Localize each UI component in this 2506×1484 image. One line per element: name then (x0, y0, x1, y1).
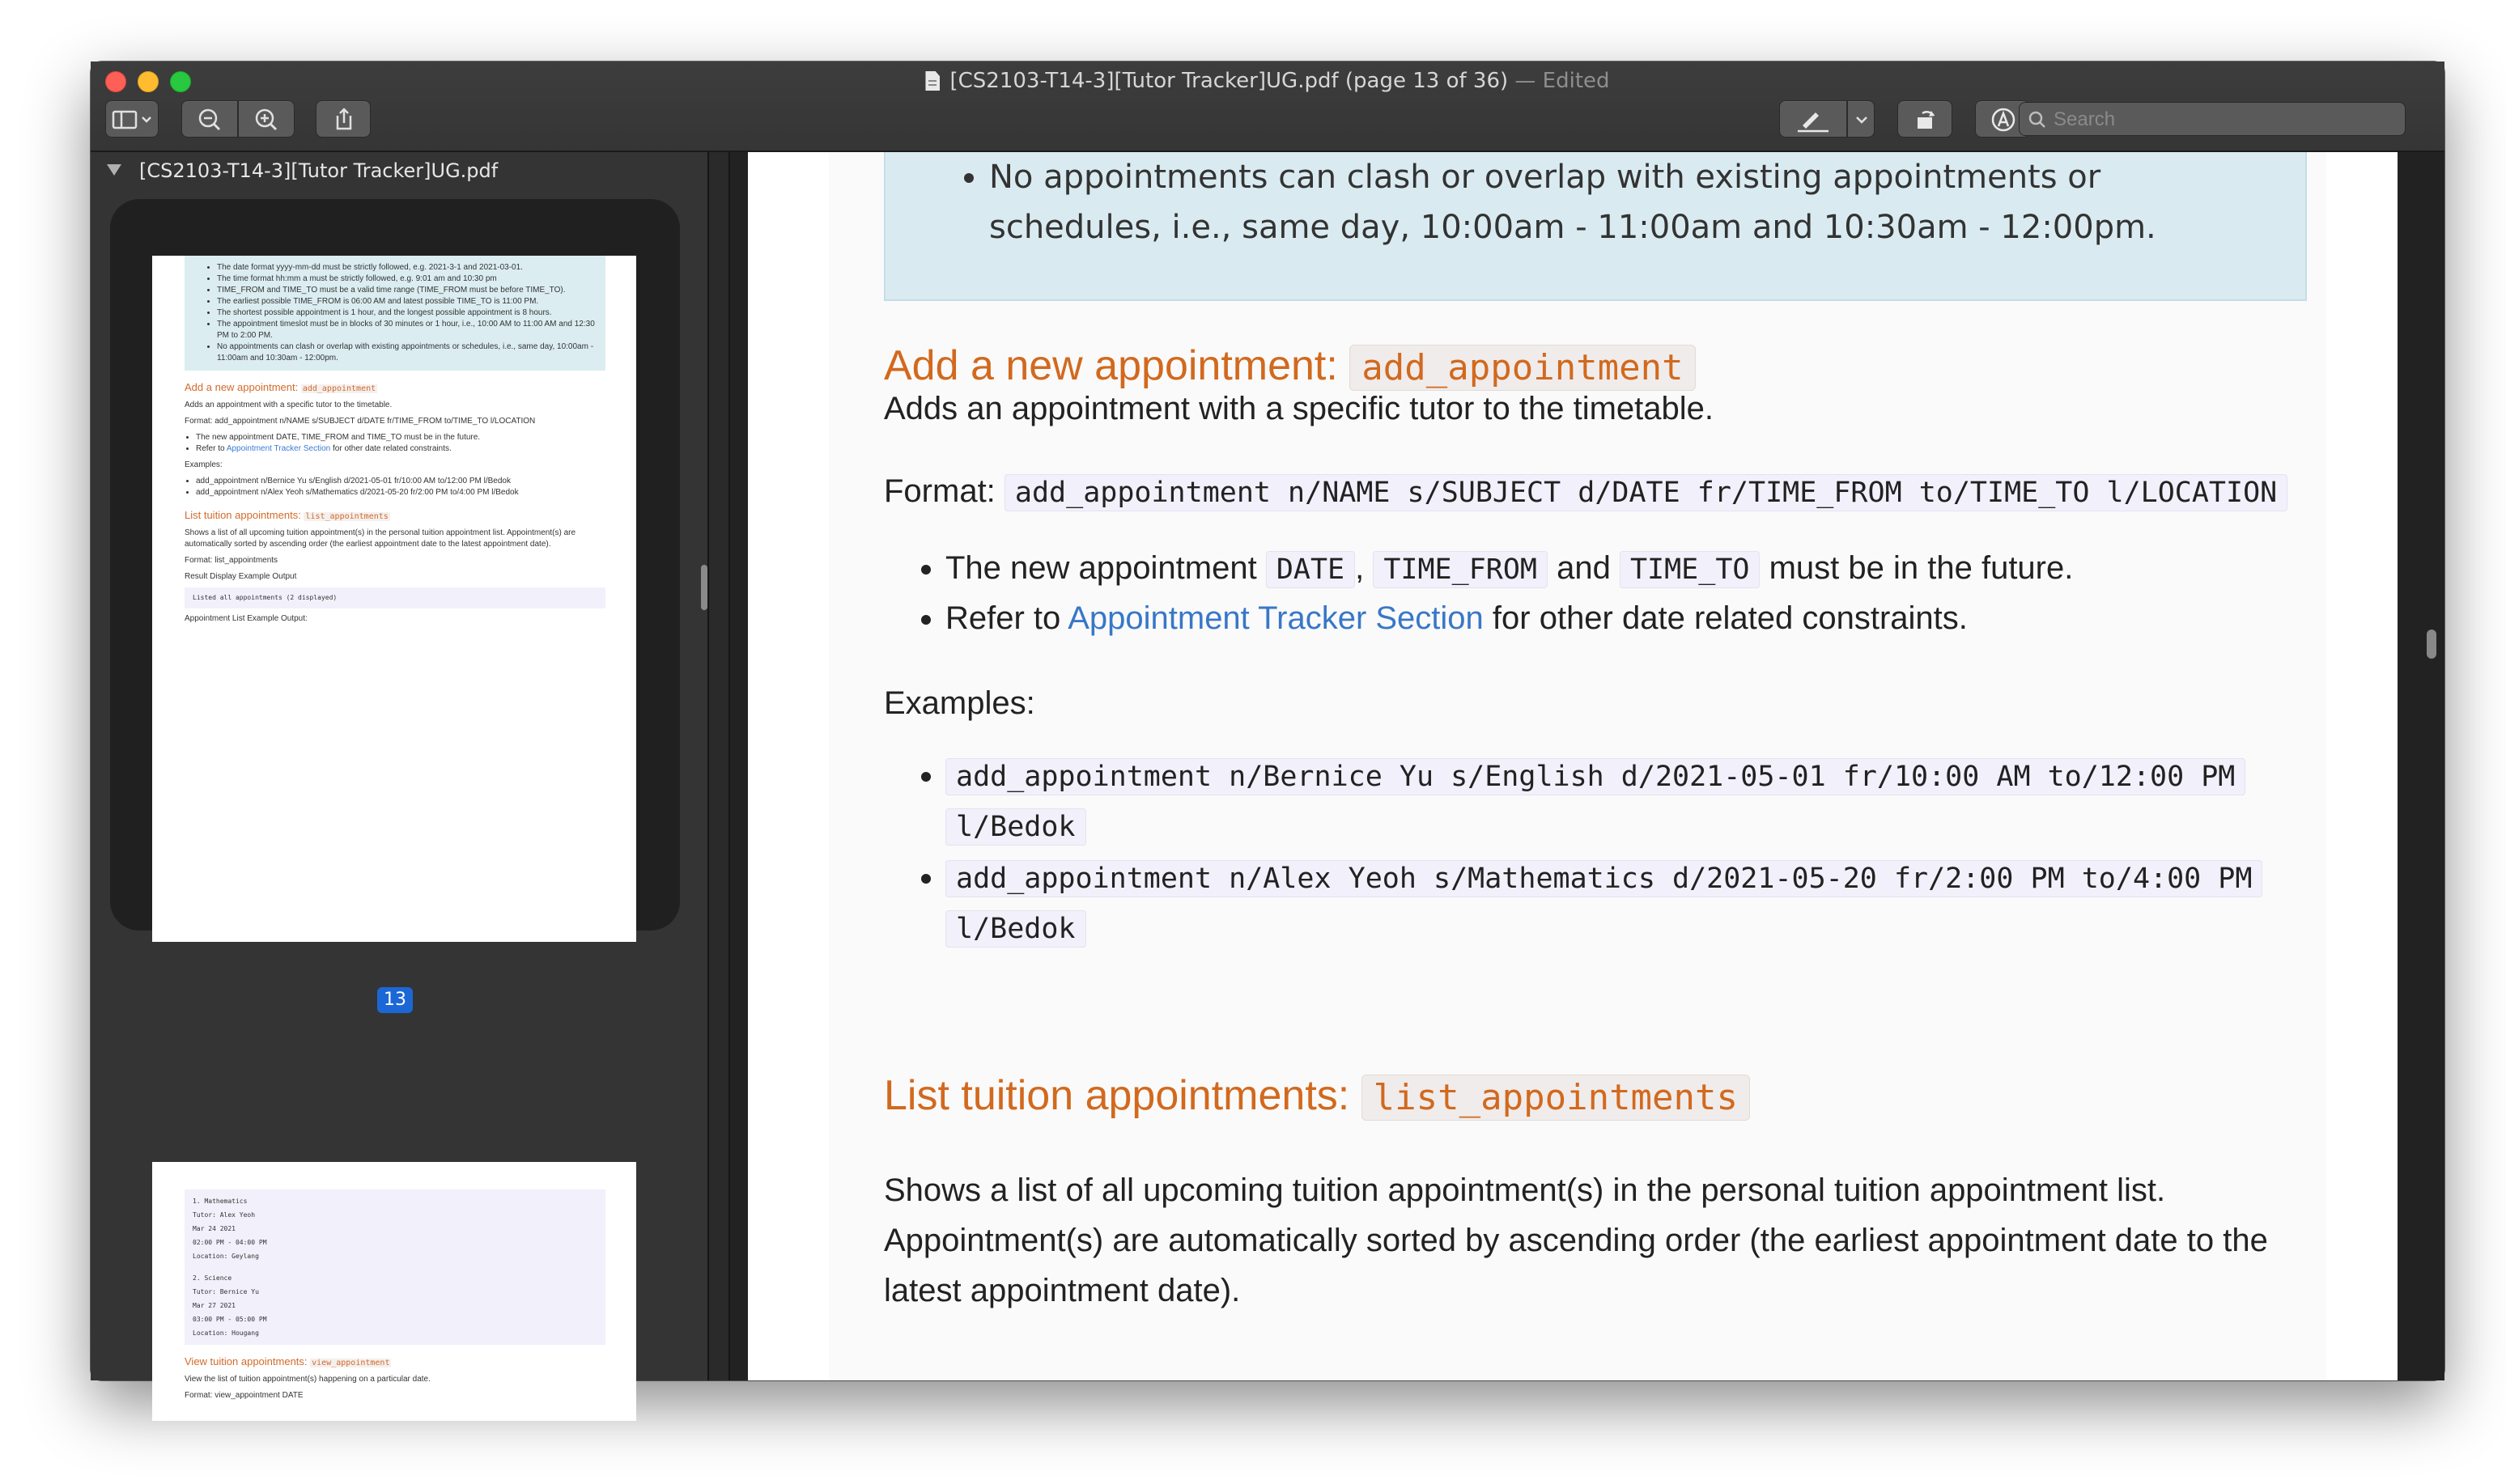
search-input[interactable] (2052, 103, 2395, 137)
share-button[interactable] (316, 100, 371, 138)
thumb-heading (185, 510, 605, 523)
format-line (884, 466, 2287, 518)
document-scrollbar[interactable] (2427, 630, 2436, 659)
page-number-badge: 13 (377, 987, 413, 1013)
thumb-text: • The earliest possible TIME_FROM is 06:00 AM and latest possible TIME_TO is 11:00 PM. (217, 296, 597, 307)
example-code: add_appointment n/Alex Yeoh s/Mathematics d/2021-05-20 fr/2:00 PM to/4:00 PM l/Bedok (945, 860, 2262, 948)
thumb-text: Location: Hougang (193, 1329, 259, 1337)
thumb-text: Tutor: Alex Yeoh (193, 1211, 256, 1219)
thumb-text: • The shortest possible appointment is 1 hour, and the longest possible appointment is 8 hours. (217, 307, 597, 319)
constraints-callout (884, 152, 2307, 301)
thumb-heading (185, 382, 605, 395)
zoom-out-icon (182, 101, 239, 138)
sidebar-toggle-button[interactable] (105, 100, 159, 138)
examples-label: Examples: (884, 685, 1035, 721)
thumb-text: Location: Geylang (193, 1253, 259, 1260)
format-label: Format: (884, 473, 1005, 509)
code-time-from: TIME_FROM (1373, 551, 1548, 588)
title-bar (91, 61, 2444, 152)
constraint-bullet-future (945, 544, 2073, 594)
thumb-text: Examples: (185, 460, 223, 469)
thumb-text: • add_appointment n/Bernice Yu s/English d/2021-05-01 fr/10:00 AM to/12:00 PM l/Bedok (196, 476, 605, 487)
zoom-in-icon (239, 101, 295, 138)
thumbnail-sidebar (91, 152, 707, 1400)
thumb-appointment-list (185, 1189, 605, 1345)
markup-pen-icon (1780, 101, 1848, 138)
pdf-page (748, 152, 2398, 1380)
thumb-heading-text: View tuition appointments: (185, 1355, 311, 1367)
markup-menu-button[interactable] (1847, 100, 1875, 138)
chevron-down-icon (1848, 101, 1875, 138)
add-appointment-description: Adds an appointment with a specific tutor to the timetable. (884, 391, 1714, 426)
thumb-text: 2. Science (193, 1274, 232, 1282)
page-thumbnail-13[interactable] (152, 256, 636, 942)
list-appointments-description: Shows a list of all upcoming tuition appointment(s) in the personal tuition appointment list. Appointment(s) are automatically sorted by ascending order (the earliest appointment date to the latest appointment date). (884, 1172, 2268, 1308)
heading-code: add_appointment (1349, 345, 1695, 391)
example-code: add_appointment n/Bernice Yu s/English d/2021-05-01 fr/10:00 AM to/12:00 PM l/Bedok (945, 758, 2245, 846)
zoom-out-button[interactable] (181, 100, 238, 138)
thumb-link: Appointment Tracker Section (226, 444, 331, 453)
search-field[interactable] (2019, 102, 2406, 136)
thumb-callout (185, 256, 605, 371)
document-view (730, 152, 2444, 1380)
thumb-text: Tutor: Bernice Yu (193, 1288, 259, 1295)
thumb-text: Mar 24 2021 (193, 1225, 236, 1232)
disclosure-triangle-icon[interactable] (107, 164, 121, 176)
edited-label: — Edited (1508, 69, 1610, 93)
bullet-text: and (1548, 550, 1620, 586)
thumb-text: • The date format yyyy-mm-dd must be strictly followed, e.g. 2021-3-1 and 2021-03-01. (217, 262, 597, 273)
thumb-heading-code: add_appointment (302, 384, 376, 393)
thumb-text: Format: list_appointments (185, 556, 278, 565)
sidebar-document-header[interactable] (91, 152, 707, 189)
thumb-text: Listed all appointments (2 displayed) (185, 587, 605, 608)
page-thumbnail-14[interactable] (152, 1162, 636, 1421)
code-time-to: TIME_TO (1620, 551, 1761, 588)
share-icon (316, 101, 372, 138)
thumb-heading-code: view_appointment (312, 1359, 390, 1367)
rotate-icon (1898, 101, 1953, 138)
thumb-text: Mar 27 2021 (193, 1302, 236, 1309)
sidebar-icon (106, 101, 159, 138)
thumb-text: • No appointments can clash or overlap with existing appointments or schedules, i.e., same day, 10:00am - 11:00am and 10:30am - 12:00pm. (217, 341, 597, 364)
example-item (945, 853, 2338, 953)
bullet-text: for other date related constraints. (1483, 600, 1968, 636)
thumb-text: for other date related constraints. (330, 444, 452, 453)
pdf-document-icon (925, 71, 940, 91)
thumb-heading-code: list_appointments (305, 512, 389, 521)
heading-text: Add a new appointment: (884, 342, 1350, 389)
thumb-text: Appointment List Example Output: (185, 614, 308, 623)
constraint-bullets (884, 544, 2073, 642)
code-date: DATE (1266, 551, 1355, 588)
rotate-button[interactable] (1897, 100, 1952, 138)
bullet-text: Refer to (945, 600, 1068, 636)
thumb-text (196, 443, 605, 455)
thumb-text: 02:00 PM - 04:00 PM (193, 1239, 267, 1246)
thumb-text: 1. Mathematics (193, 1198, 248, 1205)
thumb-heading-text: Add a new appointment: (185, 381, 301, 393)
window-title (91, 68, 2444, 94)
thumb-text: • The time format hh:mm a must be strictly followed, e.g. 9:01 am and 10:30 pm (217, 273, 597, 285)
thumb-heading-text: List tuition appointments: (185, 509, 304, 521)
thumb-text: • add_appointment n/Alex Yeoh s/Mathematics d/2021-05-20 fr/2:00 PM to/4:00 PM l/Bedok (196, 487, 605, 498)
bullet-text: , (1355, 550, 1374, 586)
example-item (945, 751, 2338, 851)
appointment-tracker-link[interactable]: Appointment Tracker Section (1068, 600, 1484, 636)
markup-pen-button[interactable] (1779, 100, 1847, 138)
examples-list (884, 751, 2338, 955)
thumb-text: Format: view_appointment DATE (185, 1391, 304, 1400)
format-code: add_appointment n/NAME s/SUBJECT d/DATE fr/TIME_FROM to/TIME_TO l/LOCATION (1005, 474, 2287, 511)
sidebar-filename: [CS2103-T14-3][Tutor Tracker]UG.pdf (139, 159, 499, 182)
search-icon (2028, 109, 2049, 130)
thumb-text: Adds an appointment with a specific tutor to the timetable. (185, 401, 393, 409)
thumb-text: Format: add_appointment n/NAME s/SUBJECT d/DATE fr/TIME_FROM to/TIME_TO l/LOCATION (185, 417, 536, 426)
thumb-heading (185, 1356, 605, 1369)
thumb-text: • The new appointment DATE, TIME_FROM and TIME_TO must be in the future. (196, 432, 605, 443)
thumb-text: • TIME_FROM and TIME_TO must be a valid time range (TIME_FROM must be before TIME_TO). (217, 285, 597, 296)
sidebar-scrollbar[interactable] (701, 565, 707, 610)
heading-code: list_appointments (1361, 1075, 1750, 1121)
sidebar-divider[interactable] (707, 152, 730, 1380)
bullet-text: must be in the future. (1760, 550, 2074, 586)
preview-window (91, 61, 2444, 1400)
thumb-text: Refer to (196, 444, 227, 453)
constraint-bullet-refer (945, 594, 2073, 642)
zoom-in-button[interactable] (238, 100, 295, 138)
thumb-text: • The appointment timeslot must be in blocks of 30 minutes or 1 hour, i.e., 10:00 AM to 11:00 AM and 12:30 PM to 2:00 PM. (217, 319, 597, 341)
heading-text: List tuition appointments: (884, 1072, 1361, 1119)
bullet-text: The new appointment (945, 550, 1266, 586)
window-title-text: [CS2103-T14-3][Tutor Tracker]UG.pdf (page 13 of 36) (949, 69, 1509, 93)
thumb-text: Shows a list of all upcoming tuition appointment(s) in the personal tuition appointment list. Appointment(s) are automatically sorted by ascending order (the earliest appointment date to the latest appointment date). (185, 528, 576, 549)
thumb-text: Result Display Example Output (185, 572, 297, 581)
heading-list-appointments (884, 1070, 1750, 1124)
thumb-text: View the list of tuition appointment(s) happening on a particular date. (185, 1375, 431, 1384)
thumb-text: 03:00 PM - 05:00 PM (193, 1316, 267, 1323)
callout-bullet: • No appointments can clash or overlap with existing appointments or schedules, i.e., same day, 10:00am - 11:00am and 10:30am - 12:00pm. (989, 152, 2252, 252)
